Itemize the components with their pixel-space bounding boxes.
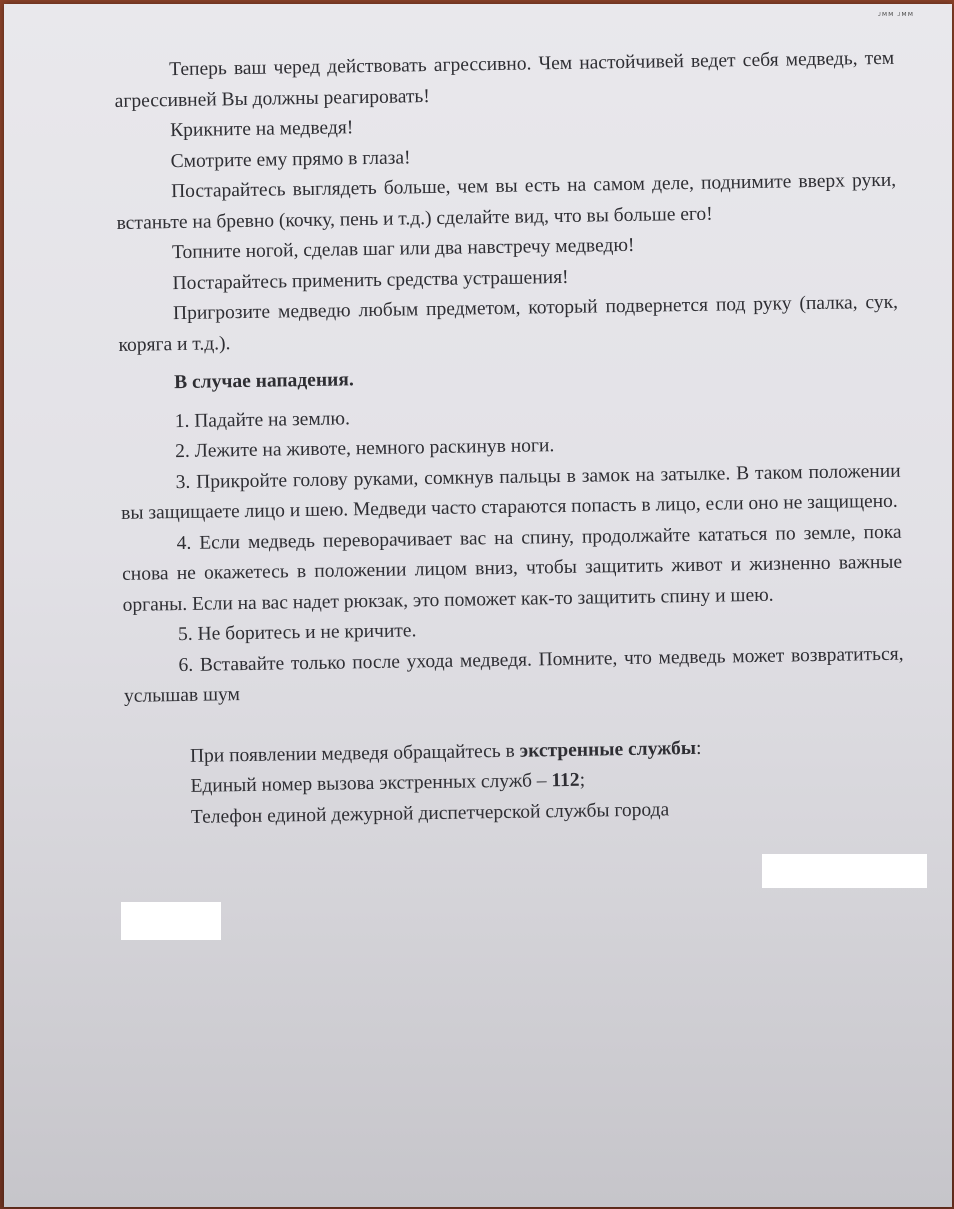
corner-mark: ᴊᴍᴍ ᴊᴍᴍ [878, 10, 914, 18]
intro-paragraph: Постарайтесь применить средства устрашения! [172, 266, 569, 294]
intro-paragraph: Пригрозите медведю любым предметом, который подвернется под руку (палка, сук, коряга и т.д.). [118, 291, 899, 356]
emergency-services-label: экстренные службы [519, 737, 697, 762]
intro-paragraph: Теперь ваш черед действовать агрессивно. Чем настойчивей ведет себя медведь, тем агрессивней Вы должны реагировать! [114, 47, 895, 112]
intro-paragraph: Постарайтесь выглядеть больше, чем вы есть на самом деле, поднимите вверх руки, встаньте на бревно (кочку, пень и т.д.) сделайте вид, что вы больше его! [116, 169, 897, 234]
attack-step: 2. Лежите на животе, немного раскинув ноги. [175, 435, 555, 463]
attack-step: 1. Падайте на землю. [174, 407, 351, 432]
emergency-line-2-suffix: ; [579, 769, 586, 791]
emergency-line-3: Телефон единой дежурной диспетчерской службы города [190, 798, 670, 828]
emergency-line-1-prefix: При появлении медведя обращайтесь в [189, 740, 520, 767]
emergency-line-1-suffix: : [695, 737, 702, 759]
intro-paragraph: Топните ногой, сделав шаг или два навстречу медведю! [171, 234, 635, 264]
attack-step: 4. Если медведь переворачивает вас на спину, продолжайте кататься по земле, пока снова не окажетесь в положении лицом вниз, чтобы защитить живот и жизненно важные органы. Если на вас надет рюкзак, это поможет как-то защитить спину и шею. [121, 521, 903, 616]
emergency-line-2-prefix: Единый номер вызова экстренных служб – [190, 770, 552, 797]
redaction-box [762, 854, 927, 888]
emergency-number: 112 [551, 769, 580, 792]
attack-step: 6. Вставайте только после ухода медведя. Помните, что медведь может возвратиться, услышав шум [123, 643, 904, 707]
attack-heading: В случае нападения. [173, 369, 354, 394]
intro-paragraph: Крикните на медведя! [170, 117, 354, 142]
attack-step: 3. Прикройте голову руками, сомкнув пальцы в замок на затылке. В таком положении вы защищаете лицо и шею. Медведи часто стараются попасть в лицо, если оно не защищено. [121, 460, 901, 524]
document-page [4, 4, 952, 1207]
redaction-box [121, 902, 221, 940]
attack-step: 5. Не боритесь и не кричите. [177, 620, 417, 646]
document-text [114, 44, 906, 834]
intro-paragraph: Смотрите ему прямо в глаза! [170, 146, 411, 172]
